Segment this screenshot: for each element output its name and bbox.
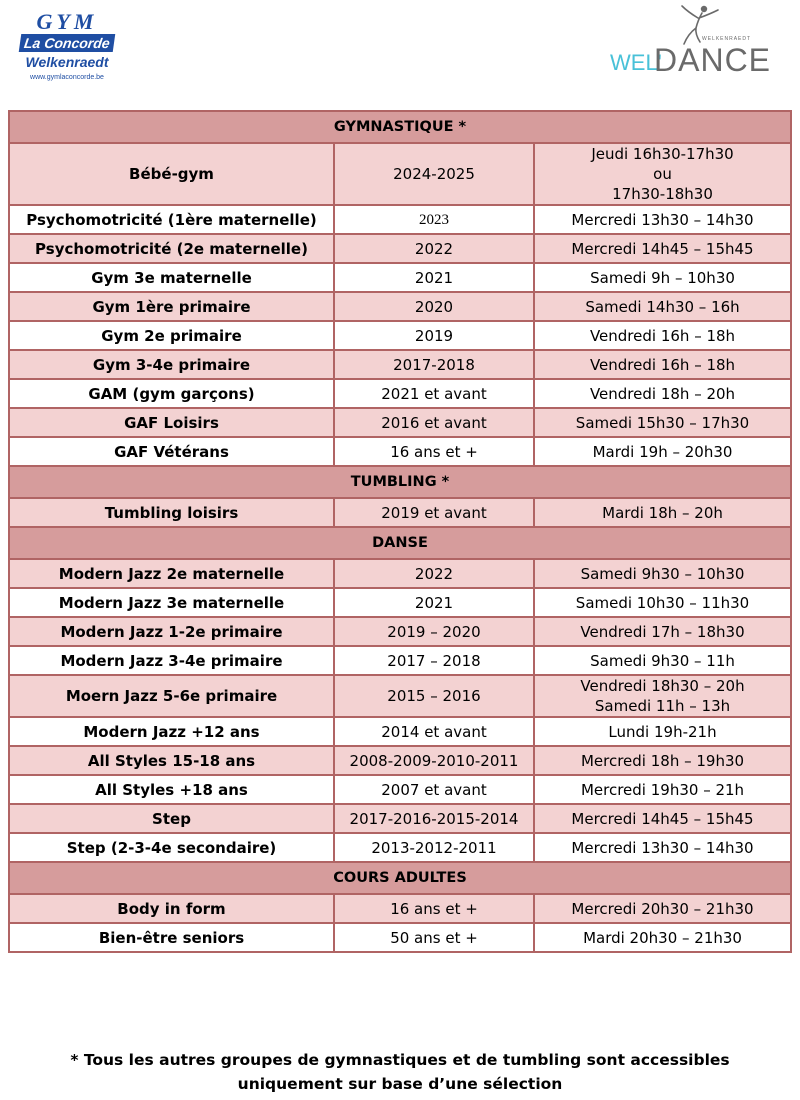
schedule-time-line: Vendredi 18h30 – 20h: [580, 677, 745, 695]
birth-year: 50 ans et +: [334, 923, 534, 952]
schedule-time-line: Mardi 20h30 – 21h30: [583, 928, 742, 947]
course-name: Modern Jazz 3e maternelle: [9, 588, 334, 617]
course-name: Gym 1ère primaire: [9, 292, 334, 321]
footnote: [0, 1048, 800, 1096]
schedule-time-line: Samedi 15h30 – 17h30: [575, 413, 750, 432]
schedule-time-line: Mercredi 19h30 – 21h: [580, 780, 745, 799]
birth-year: 2021: [334, 263, 534, 292]
course-name: Step (2-3-4e secondaire): [9, 833, 334, 862]
schedule-time-line: Vendredi 17h – 18h30: [580, 622, 745, 641]
table-row: [9, 498, 791, 527]
course-name: Psychomotricité (2e maternelle): [9, 234, 334, 263]
logo-url: www.gymlaconcorde.be: [30, 74, 104, 81]
birth-year: 16 ans et +: [334, 437, 534, 466]
birth-year: 2017-2018: [334, 350, 534, 379]
schedule-body: [9, 111, 791, 952]
schedule-time-line: Mercredi 18h – 19h30: [580, 751, 745, 770]
course-name: GAF Vétérans: [9, 437, 334, 466]
course-name: Modern Jazz 3-4e primaire: [9, 646, 334, 675]
course-name: Modern Jazz 2e maternelle: [9, 559, 334, 588]
schedule-time-line: ou: [653, 165, 672, 183]
table-row: [9, 804, 791, 833]
section-title: DANSE: [9, 527, 791, 559]
course-name: Modern Jazz 1-2e primaire: [9, 617, 334, 646]
table-row: [9, 617, 791, 646]
schedule-time: [534, 746, 791, 775]
course-name: All Styles +18 ans: [9, 775, 334, 804]
logo-dance-text: DANCE: [654, 42, 772, 78]
birth-year: 2013-2012-2011: [334, 833, 534, 862]
section-title: COURS ADULTES: [9, 862, 791, 894]
table-row: [9, 408, 791, 437]
table-row: [9, 350, 791, 379]
schedule-time-line: Vendredi 16h – 18h: [589, 355, 736, 374]
schedule-time-line: Mercredi 20h30 – 21h30: [571, 899, 754, 918]
course-name: All Styles 15-18 ans: [9, 746, 334, 775]
schedule-time: [534, 588, 791, 617]
schedule-time-line: Jeudi 16h30-17h30: [591, 145, 734, 163]
logo-wel-dance: [606, 4, 772, 84]
section-title: TUMBLING *: [9, 466, 791, 498]
schedule-time: [534, 923, 791, 952]
birth-year: 2021: [334, 588, 534, 617]
schedule-time: [534, 775, 791, 804]
section-header-row: [9, 527, 791, 559]
schedule-time-line: Lundi 19h-21h: [608, 722, 717, 741]
table-row: [9, 437, 791, 466]
table-row: [9, 379, 791, 408]
schedule-time: [534, 894, 791, 923]
schedule-table: [8, 110, 792, 953]
course-name: Modern Jazz +12 ans: [9, 717, 334, 746]
logo-banner: La Concorde: [19, 34, 116, 52]
schedule-time-line: Mardi 18h – 20h: [602, 503, 723, 522]
schedule-time-line: Samedi 9h – 10h30: [590, 268, 735, 287]
birth-year: 2017-2016-2015-2014: [334, 804, 534, 833]
logo-gym-text: GYM: [36, 9, 98, 34]
logo-gym-la-concorde: [18, 10, 116, 94]
birth-year: 2015 – 2016: [334, 675, 534, 717]
schedule-time: [534, 263, 791, 292]
birth-year: 2022: [334, 559, 534, 588]
table-row: [9, 143, 791, 205]
schedule-time-line: Samedi 14h30 – 16h: [585, 297, 740, 316]
birth-year: 2017 – 2018: [334, 646, 534, 675]
schedule-time: [534, 617, 791, 646]
schedule-time-line: Mardi 19h – 20h30: [592, 442, 733, 461]
schedule-time: [534, 833, 791, 862]
schedule-time: [534, 292, 791, 321]
schedule-time-line: Samedi 10h30 – 11h30: [575, 593, 750, 612]
schedule-time-line: Mercredi 13h30 – 14h30: [571, 838, 754, 857]
table-row: [9, 746, 791, 775]
course-name: Body in form: [9, 894, 334, 923]
course-name: Gym 3-4e primaire: [9, 350, 334, 379]
schedule-time: [534, 143, 791, 205]
birth-year: 2020: [334, 292, 534, 321]
course-name: Tumbling loisirs: [9, 498, 334, 527]
table-row: [9, 205, 791, 234]
course-name: Moern Jazz 5-6e primaire: [9, 675, 334, 717]
birth-year: 2016 et avant: [334, 408, 534, 437]
table-row: [9, 321, 791, 350]
course-name: Bébé-gym: [9, 143, 334, 205]
course-name: Step: [9, 804, 334, 833]
section-header-row: [9, 111, 791, 143]
table-row: [9, 775, 791, 804]
schedule-time: [534, 646, 791, 675]
table-row: [9, 559, 791, 588]
schedule-time: [534, 321, 791, 350]
birth-year: 2007 et avant: [334, 775, 534, 804]
logo-town: Welkenraedt: [25, 54, 109, 70]
section-title: GYMNASTIQUE *: [9, 111, 791, 143]
schedule-time: [534, 559, 791, 588]
birth-year: 2014 et avant: [334, 717, 534, 746]
birth-year: 2019 et avant: [334, 498, 534, 527]
schedule-time-line: 17h30-18h30: [612, 185, 713, 203]
schedule-time: [534, 234, 791, 263]
table-row: [9, 646, 791, 675]
logo-wel-text: WEL': [610, 50, 662, 75]
schedule-time: [534, 675, 791, 717]
course-name: Psychomotricité (1ère maternelle): [9, 205, 334, 234]
schedule-time: [534, 804, 791, 833]
schedule-time-line: Samedi 9h30 – 10h30: [580, 564, 745, 583]
birth-year: 2019 – 2020: [334, 617, 534, 646]
schedule-time-line: Samedi 9h30 – 11h: [590, 651, 735, 670]
birth-year: 2024-2025: [334, 143, 534, 205]
course-name: Gym 3e maternelle: [9, 263, 334, 292]
schedule-time: [534, 437, 791, 466]
logo-small-text: WELKENRAEDT: [702, 36, 752, 42]
course-name: GAM (gym garçons): [9, 379, 334, 408]
footnote-line-1: * Tous les autres groupes de gymnastiques et de tumbling sont accessibles: [70, 1051, 730, 1069]
schedule-time: [534, 379, 791, 408]
schedule-time-line: Vendredi 16h – 18h: [589, 326, 736, 345]
footnote-line-2: uniquement sur base d’une sélection: [237, 1075, 563, 1093]
birth-year: 2021 et avant: [334, 379, 534, 408]
course-name: GAF Loisirs: [9, 408, 334, 437]
table-row: [9, 263, 791, 292]
schedule-time-line: Samedi 11h – 13h: [594, 697, 731, 715]
section-header-row: [9, 466, 791, 498]
course-name: Bien-être seniors: [9, 923, 334, 952]
schedule-time-line: Mercredi 13h30 – 14h30: [571, 210, 754, 229]
birth-year: 2022: [334, 234, 534, 263]
schedule-time-line: Mercredi 14h45 – 15h45: [571, 239, 754, 258]
table-row: [9, 675, 791, 717]
table-row: [9, 234, 791, 263]
schedule-time: [534, 350, 791, 379]
section-header-row: [9, 862, 791, 894]
schedule-time-line: Mercredi 14h45 – 15h45: [571, 809, 754, 828]
schedule-time: [534, 205, 791, 234]
birth-year: 2019: [334, 321, 534, 350]
schedule-time: [534, 498, 791, 527]
course-name: Gym 2e primaire: [9, 321, 334, 350]
birth-year: 2023: [334, 205, 534, 234]
table-row: [9, 588, 791, 617]
schedule-time: [534, 408, 791, 437]
schedule-time: [534, 717, 791, 746]
table-row: [9, 717, 791, 746]
table-row: [9, 292, 791, 321]
table-row: [9, 833, 791, 862]
birth-year: 2008-2009-2010-2011: [334, 746, 534, 775]
schedule-time-line: Vendredi 18h – 20h: [589, 384, 736, 403]
birth-year: 16 ans et +: [334, 894, 534, 923]
table-row: [9, 894, 791, 923]
table-row: [9, 923, 791, 952]
